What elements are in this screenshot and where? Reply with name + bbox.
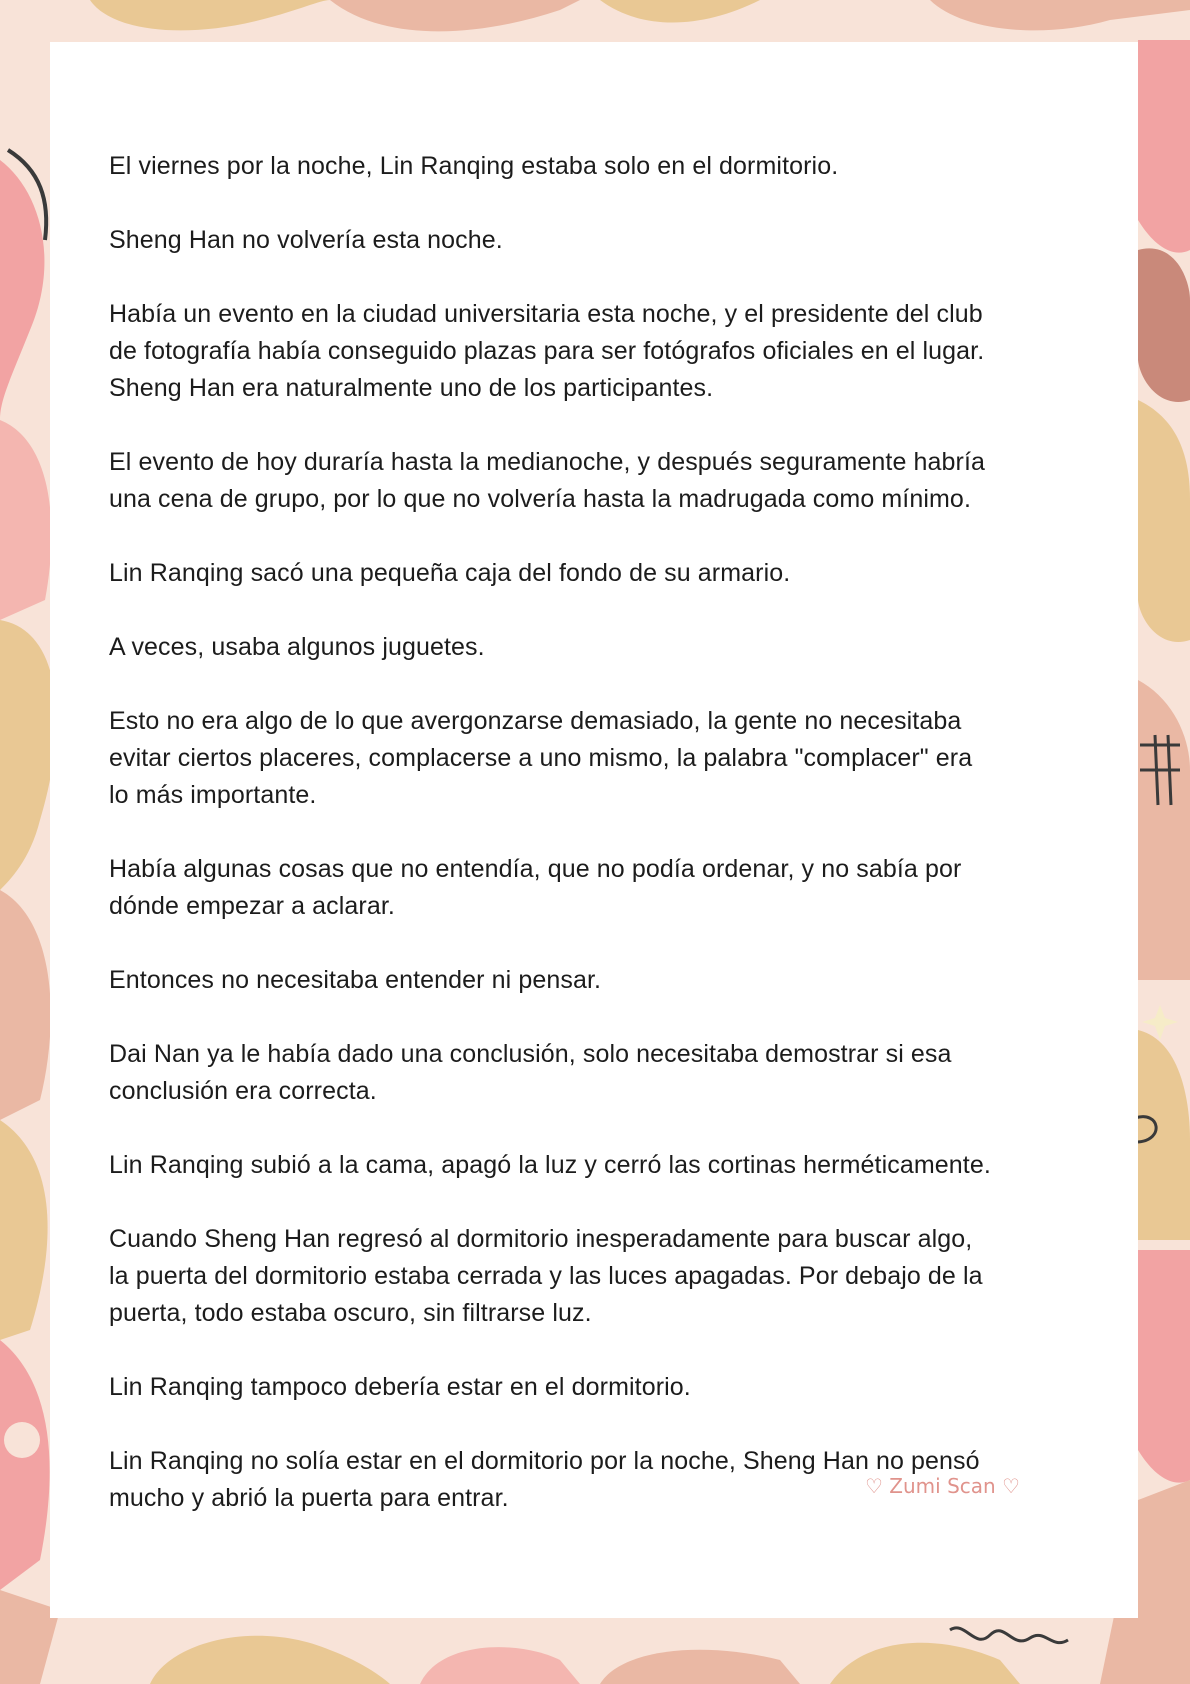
paragraph-14: Lin Ranqing no solía estar en el dormitorio por la noche, Sheng Han no pensó mucho y abrió la puerta para entrar. — [109, 1447, 980, 1512]
paragraph-7: Esto no era algo de lo que avergonzarse demasiado, la gente no necesitaba evitar ciertos placeres, complacerse a uno mismo, la palabra "complacer" era lo más importante. — [109, 707, 973, 809]
paragraph-1: El viernes por la noche, Lin Ranqing estaba solo en el dormitorio. — [109, 152, 839, 180]
paragraph-5: Lin Ranqing sacó una pequeña caja del fondo de su armario. — [109, 559, 791, 587]
paragraph-2: Sheng Han no volvería esta noche. — [109, 226, 503, 254]
paragraph-12: Cuando Sheng Han regresó al dormitorio inesperadamente para buscar algo, la puerta del dormitorio estaba cerrada y las luces apagadas. Por debajo de la puerta, todo estaba oscuro, sin filtrarse luz. — [109, 1225, 983, 1327]
paragraph-3: Había un evento en la ciudad universitaria esta noche, y el presidente del club de fotografía había conseguido plazas para ser fotógrafos oficiales en el lugar. Sheng Han era naturalmente uno de los participantes. — [109, 300, 985, 402]
chapter-text — [109, 148, 1109, 1554]
paragraph-13: Lin Ranqing tampoco debería estar en el dormitorio. — [109, 1373, 691, 1401]
scanlation-credit: ♡ Zumi Scan ♡ — [865, 1474, 1020, 1498]
paragraph-9: Entonces no necesitaba entender ni pensar. — [109, 966, 602, 994]
paragraph-6: A veces, usaba algunos juguetes. — [109, 633, 485, 661]
paragraph-4: El evento de hoy duraría hasta la medianoche, y después seguramente habría una cena de grupo, por lo que no volvería hasta la madrugada como mínimo. — [109, 448, 986, 513]
document-page — [50, 42, 1138, 1618]
paragraph-8: Había algunas cosas que no entendía, que no podía ordenar, y no sabía por dónde empezar a aclarar. — [109, 855, 962, 920]
paragraph-10: Dai Nan ya le había dado una conclusión, solo necesitaba demostrar si esa conclusión era correcta. — [109, 1040, 952, 1105]
paragraph-11: Lin Ranqing subió a la cama, apagó la luz y cerró las cortinas herméticamente. — [109, 1151, 991, 1179]
